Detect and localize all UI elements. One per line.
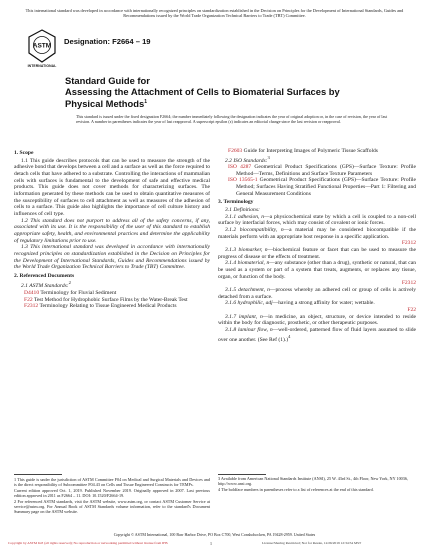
definition-text: —having a strong affinity for water; wettable. <box>272 300 375 307</box>
definition-text: —any substance (other than a drug), synthetic or natural, that can be used as a system or part of a system that treats, augments, or replaces any tissue, organ, or function of the body. <box>218 260 416 280</box>
definition-source-link[interactable]: F2312 <box>401 240 416 247</box>
astm-standards-label: 2.1 ASTM Standards: <box>21 283 69 290</box>
definition-biomaterial <box>218 260 416 287</box>
definition-text: —well-ordered, patterned flow of fluid layers assumed to slide over one another. (See Ref (1).) <box>218 326 417 343</box>
definition-text: —in medicine, an object, structure, or device intended to reside within the body for diagnostic, prosthetic, or other therapeutic purposes. <box>218 313 416 327</box>
definition-adhesion <box>218 214 416 227</box>
footnote-3: 3 Available from American National Standards Institute (ANSI), 25 W. 43rd St., 4th Floor, New York, NY 10036, http://www.ansi.org. <box>218 476 408 486</box>
logo-mark-text: ASTM <box>32 42 52 50</box>
definitions-heading: 3.1 Definitions: <box>225 207 260 214</box>
footnotes-left <box>14 477 210 515</box>
iso-reference-title: Geometrical Product Specifications (GPS)—Surface Texture: Profile Method; Surfaces Having Stratified Functional Properties—Part 1: Filtering and General Measurement Conditions <box>236 177 417 197</box>
reference-title: Terminology for Fluvial Sediment <box>40 289 117 296</box>
definition-text: —a material may be considered biocompatible if the materials perform with an appropriate host response in a specific application. <box>218 227 416 240</box>
reference-item <box>14 297 210 304</box>
reference-link[interactable]: F2312 <box>24 303 39 310</box>
footnote-divider-right <box>218 474 266 475</box>
copyright-line: Copyright © ASTM International, 100 Barr Harbor Drive, PO Box C700, West Conshohocken, PA 19428-2959. United States <box>113 532 316 537</box>
definition-text: —process whereby an adhered cell or group of cells is actively detached from a surface. <box>218 286 416 300</box>
scope-paragraph-2: 1.2 This standard does not purport to address all of the safety concerns, if any, associated with its use. It is the responsibility of the user of this standard to establish appropriate safety, health, and environmental practices and determine the applicability of regulatory limitations prior to use. <box>14 217 210 244</box>
definition-detachment <box>218 287 416 300</box>
footnote-1: 1 This guide is under the jurisdiction of ASTM Committee F04 on Medical and Surgical Materials and Devices and is the direct responsibility of Subcommittee F04.43 on Cells and Tissue Engineered Constructs for TEMPs. <box>14 477 210 487</box>
astm-footnote-mark: 2 <box>68 280 71 286</box>
scope-paragraph-3: 1.3 This international standard was developed in accordance with internationally recognized principles on standardization established in the Decision on Principles for the Development of International Standards, Guides and Recommendations issued by the World Trade Organization Technical Barriers to Trade (TBT) Committee. <box>14 244 210 271</box>
definition-source-link[interactable]: F2312 <box>401 280 416 287</box>
definition-text: —biochemical feature or facet that can be used to measure the progress of disease or the effects of treatment. <box>218 247 416 260</box>
reference-item <box>218 148 416 155</box>
iso-reference-item <box>218 177 416 197</box>
top-notice: This international standard was developed in accordance with internationally recognized principles on standardization established in the Decision on Principles for the Development of International Standards, Guides and Recommendations issued by the World Trade Organization Technical Barriers to Trade (TBT) Committee. <box>25 8 404 19</box>
footnote-4: 4 The boldface numbers in parentheses refer to a list of references at the end of this standard. <box>218 487 374 492</box>
reference-item <box>14 290 210 297</box>
designation: Designation: F2664 – 19 <box>64 37 151 46</box>
definition-term: 3.1.1 adhesion, n <box>225 213 265 220</box>
definition-implant <box>218 314 416 327</box>
reference-link[interactable]: F22 <box>24 296 33 303</box>
astm-logo <box>28 29 56 63</box>
definition-text: —a physicochemical state by which a cell is coupled to a non-cell surface by interfacial forces, which may consist of covalent or ionic forces. <box>218 213 417 227</box>
issuance-statement: This standard is issued under the fixed designation F2664; the number immediately following the designation indicates the year of original adoption or, in the case of revision, the year of last revision. A number in parentheses indicates the year of last reapproval. A superscript epsilon (ε) indicates an editorial change since the last revision or reapproval. <box>76 114 388 125</box>
definition-term: 3.1.6 hydrophilic, adj <box>225 300 273 307</box>
definition-term: 3.1.2 biocompatibility, n <box>225 227 284 234</box>
iso-reference-link[interactable]: ISO 13565-1 <box>228 177 258 184</box>
standard-title <box>65 86 365 110</box>
definition-laminar-flow <box>218 327 416 343</box>
page-number: 1 <box>210 541 212 546</box>
iso-standards-label: 2.2 ISO Standards: <box>225 157 268 164</box>
definition-hydrophilic <box>218 300 416 313</box>
reference-title: Test Method for Hydrophobic Surface Films by the Water-Break Test <box>33 296 188 303</box>
standard-title-text: Assessing the Attachment of Cells to Biomaterial Surfaces by Physical Methods <box>65 86 340 110</box>
definition-term: 3.1.7 implant, n <box>225 313 263 320</box>
title-footnote-mark: 1 <box>144 99 147 106</box>
iso-reference-link[interactable]: ISO 4287 <box>228 164 252 171</box>
license-notice-right: License/Sharing Restricted; Not for Resale, 12/26/2019 12:34:54 MST <box>262 541 362 545</box>
references-heading: 2. Referenced Documents <box>14 272 75 279</box>
scope-heading: 1. Scope <box>14 150 34 156</box>
footnote-divider-left <box>14 474 62 475</box>
logo-label: INTERNATIONAL <box>27 64 57 68</box>
standard-type: Standard Guide for <box>65 75 150 86</box>
definition-footnote-mark: 4 <box>288 333 291 339</box>
right-column <box>218 148 416 343</box>
reference-item <box>14 303 210 310</box>
definition-term: 3.1.3 biomarker, n <box>225 247 268 254</box>
reference-link[interactable]: F2603 <box>228 148 243 154</box>
reference-link[interactable]: D4410 <box>24 289 40 296</box>
definition-term: 3.1.8 laminar flow, n <box>225 326 273 333</box>
astm-standards-heading <box>14 280 210 290</box>
definition-biocompatibility <box>218 227 416 247</box>
left-column <box>14 148 210 310</box>
scope-paragraph-1: 1.1 This guide describes protocols that can be used to measure the strength of the adhesive bond that develops between a cell and a surface as well as the force required to detach cells that have adhered to a substrate. Controlling the interactions of mammalian cells with surfaces is fundamental to the development of safe and effective medical products. This guide does not cover methods for characterizing surfaces. The information generated by these methods can be used to obtain quantitative measures of the susceptibility of surfaces to cell attachment as well as measures of the adhesion of cells to a surface. This guide also highlights the importance of cell culture history and influences of cell type. <box>14 157 210 217</box>
iso-reference-title: Geometrical Product Specifications (GPS)—Surface Texture: Profile Method—Terms, Definitions and Surface Texture Parameters <box>236 164 417 177</box>
footnote-1-edition: Current edition approved Oct. 1, 2019. Published November 2019. Originally approved in 2007. Last previous edition approved in 2011 as F2664 – 11. DOI: 10.1520/F2664-19. <box>14 488 210 498</box>
license-notice-left: Copyright by ASTM Int'l (all rights reserved); No reproduction or networking permitted without license from IHS <box>8 541 168 545</box>
definition-biomarker <box>218 247 416 260</box>
astm-logo-icon <box>28 29 56 63</box>
footnotes-right <box>218 476 416 493</box>
definition-source-link[interactable]: F22 <box>407 306 416 313</box>
footnote-2: 2 For referenced ASTM standards, visit the ASTM website, www.astm.org, or contact ASTM Customer Service at service@astm.org. For Annual Book of ASTM Standards volume information, refer to the standard's Document Summary page on the ASTM website. <box>14 499 210 514</box>
iso-standards-heading <box>218 155 416 165</box>
terminology-heading: 3. Terminology <box>218 199 254 206</box>
definition-term: 3.1.5 detachment, n <box>225 286 270 293</box>
reference-title: Terminology Relating to Tissue Engineered Medical Products <box>39 303 177 310</box>
iso-reference-item <box>218 164 416 177</box>
iso-footnote-mark: 3 <box>267 154 270 160</box>
definition-term: 3.1.4 biomaterial, n <box>225 260 270 267</box>
reference-title: Guide for Interpreting Images of Polymeric Tissue Scaffolds <box>243 148 378 154</box>
